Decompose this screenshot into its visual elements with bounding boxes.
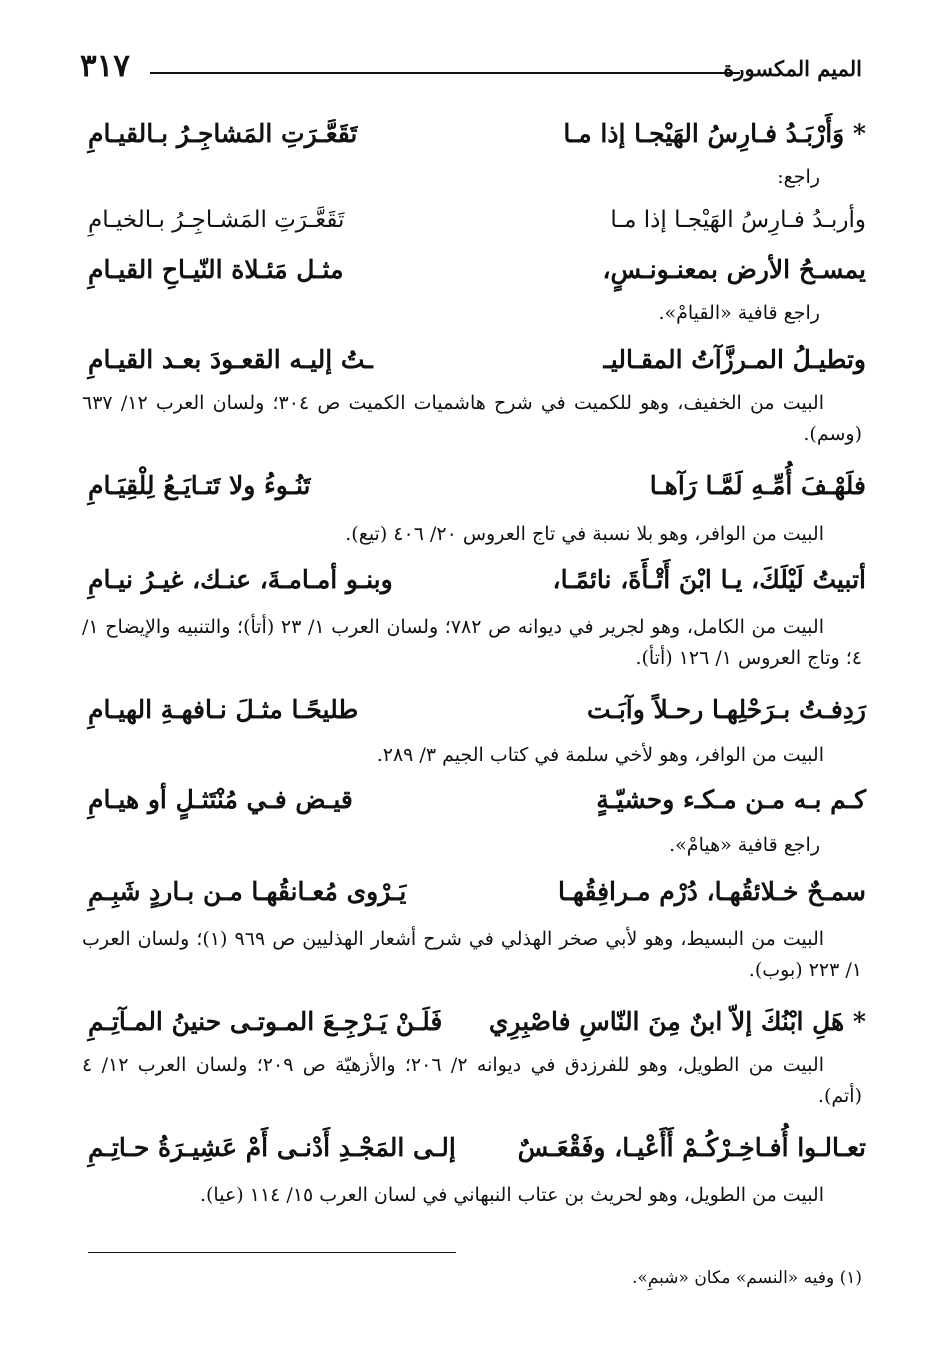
verse-second-hemistich: تَقَعَّـرَتِ المَشـاجِـرُ بـالخيـامِ (88, 207, 345, 233)
verse-second-hemistich: إلـى المَجْـدِ أَدْنـى أَمْ عَشِيـرَةُ حـاتِـمِ (88, 1133, 456, 1162)
verse-first-hemistich: يمسـحُ الأرض بمعنـونـسٍ، (602, 255, 866, 284)
header-rule (150, 72, 740, 74)
verse (82, 250, 866, 290)
verse-second-hemistich: طليحًـا مثـلَ نـافهـةِ الهيـامِ (88, 695, 359, 724)
source-note: البيت من الطويل، وهو لحريث بن عتاب النبهاني في لسان العرب ١٥/ ١١٤ (عيا). (199, 1184, 824, 1206)
chapter-title: الميم المكسورة (723, 56, 862, 81)
verse (82, 690, 866, 730)
verse (82, 200, 866, 240)
source-note: البيت من البسيط، وهو لأبي صخر الهذلي في شرح أشعار الهذليين ص ٩٦٩ (١)؛ ولسان العرب ١/ ٢٢٣ (بوب). (82, 928, 862, 981)
running-header (80, 48, 862, 88)
verse-first-hemistich: فلَهْـفَ أُمِّـهِ لَمَّـا رَآهـا (649, 471, 866, 500)
source-note: البيت من الخفيف، وهو للكميت في شرح هاشميات الكميت ص ٣٠٤؛ ولسان العرب ١٢/ ٦٣٧ (وسم). (82, 392, 862, 445)
verse-first-hemistich: تعـالـوا أُفـاخِـرْكُـمْ أَأَعْيـا، وفَقْعَـسٌ (517, 1133, 866, 1162)
verse-first-hemistich: كـم بـه مـن مـكـء وحشيّـةٍ (596, 785, 866, 814)
source-note: البيت من الوافر، وهو لأخي سلمة في كتاب الجيم ٣/ ٢٨٩. (376, 744, 824, 766)
verse (82, 560, 866, 600)
verse-second-hemistich: وبنـو أمـامـةَ، عنـك، غيـرُ نيـامِ (88, 565, 393, 594)
source-note: البيت من الوافر، وهو بلا نسبة في تاج العروس ٢٠/ ٤٠٦ (تيع). (345, 523, 824, 545)
verse (82, 872, 866, 912)
page-number: ٣١٧ (80, 48, 130, 84)
source-note: البيت من الطويل، وهو للفرزدق في ديوانه ٢/ ٢٠٦؛ والأزهيّة ص ٢٠٩؛ ولسان العرب ١٢/ ٤ (أتم). (82, 1054, 862, 1107)
verse-first-hemistich: وتطيـلُ المـرزَّآتُ المقـاليـ (603, 345, 866, 374)
verse-second-hemistich: قيـض فـي مُنْتَثـلٍ أو هيـامِ (88, 785, 353, 814)
verse (82, 340, 866, 380)
verse-first-hemistich: * وَأَرْبَـدُ فـارِسُ الهَيْجـا إذا مـا (563, 119, 866, 148)
verse-first-hemistich: سمـحٌ خـلائقُهـا، دُرْم مـرافِقُهـا (557, 877, 866, 906)
verse-second-hemistich: يَـرْوى مُعـانقُهـا مـن بـاردٍ شَبِـمِ (88, 877, 407, 906)
verse-first-hemistich: أتبيتُ لَيْلَكَ، يـا ابْنَ أَتْـأَةَ، نائمًـا، (552, 565, 866, 594)
verse-second-hemistich: تَقَعَّـرَتِ المَشاجِـرُ بـالقيـامِ (88, 119, 358, 148)
reference-note: راجع: (777, 166, 820, 188)
verse (82, 114, 866, 154)
verse (82, 1002, 866, 1042)
verse-first-hemistich: وأربـدُ فـارِسُ الهَيْجـا إذا مـا (610, 207, 866, 233)
verse-first-hemistich: رَدِفـتُ بـرَحْلِهـا رحـلاً وآبَـت (586, 695, 866, 724)
reference-note: راجع قافية «هيامْ». (669, 834, 820, 856)
verse (82, 780, 866, 820)
footnote-rule (88, 1252, 456, 1253)
verse-second-hemistich: تَنُـوءُ ولا تَتـايَـعُ لِلْقِيَـامِ (88, 471, 311, 500)
verse-second-hemistich: ـتُ إليـه القعـودَ بعـد القيـامِ (88, 345, 373, 374)
verse-second-hemistich: مثـل مَئـلاة النّيـاحِ القيـامِ (88, 255, 344, 284)
verse (82, 466, 866, 506)
verse (82, 1128, 866, 1168)
reference-note: راجع قافية «القيامْ». (658, 302, 820, 324)
source-note: البيت من الكامل، وهو لجرير في ديوانه ص ٧٨٢؛ ولسان العرب ١/ ٢٣ (أتأ)؛ والتنبيه والإيضاح ١/ ٤؛ وتاج العروس ١/ ١٢٦ (أتأ). (82, 616, 862, 669)
footnote: (١) وفيه «النسم» مكان «شبمِ». (632, 1268, 862, 1288)
verse-second-hemistich: فَلَـنْ يَـرْجِـعَ المـوتـى حنينُ المـآتِـمِ (88, 1007, 443, 1036)
verse-first-hemistich: * هَلِ ابْنُكَ إلاّ ابنٌ مِنَ النّاسِ فاصْبِرِي (488, 1007, 866, 1036)
